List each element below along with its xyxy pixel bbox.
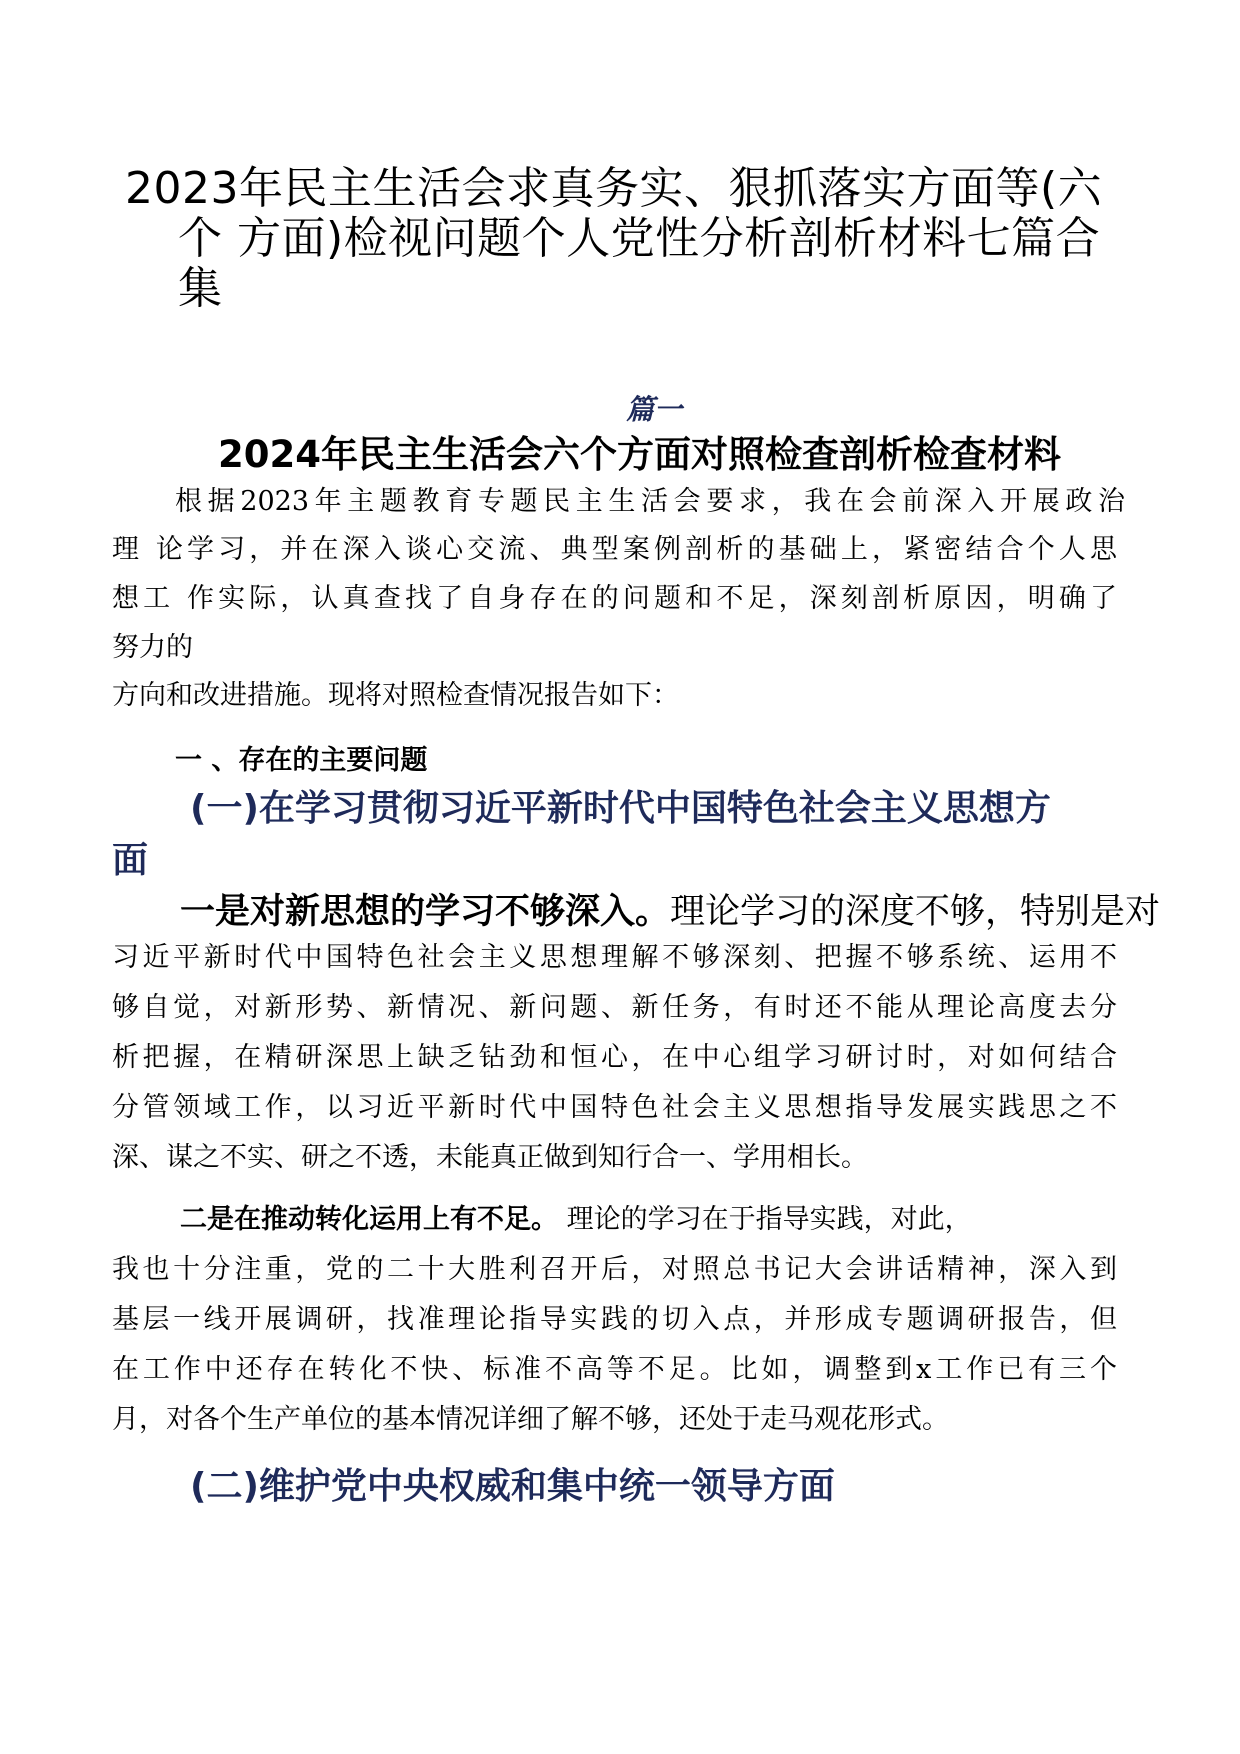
point-1-line-5: 分管领域工作，以习近平新时代中国特色社会主义思想指导发展实践思之不 (112, 1092, 1117, 1123)
point-2-line-5: 月，对各个生产单位的基本情况详细了解不够，还处于走马观花形式。 (112, 1404, 949, 1435)
intro-line-2: 理 论学习，并在深入谈心交流、典型案例剖析的基础上，紧密结合个人思 (112, 534, 1117, 565)
point-2-first-line (180, 1196, 972, 1244)
subheading-1-line-1: (一)在学习贯彻习近平新时代中国特色社会主义思想方 (190, 788, 1051, 829)
point-1-line-4: 析把握，在精研深思上缺乏钻劲和恒心，在中心组学习研讨时，对如何结合 (112, 1042, 1117, 1073)
intro-line-3: 想工 作实际，认真查找了自身存在的问题和不足，深刻剖析原因，明确了 (112, 583, 1117, 614)
main-problems-heading: 一 、存在的主要问题 (175, 745, 428, 776)
part-label: 篇一 (626, 393, 683, 426)
point-2-line-2: 我也十分注重，党的二十大胜利召开后，对照总书记大会讲话精神，深入到 (112, 1254, 1117, 1285)
document-title-line-2: 个 方面)检视问题个人党性分析剖析材料七篇合 (178, 213, 1101, 264)
point-2-first-line-rest: 理论的学习在于指导实践，对此， (558, 1204, 972, 1235)
point-1-first-line-rest: 理论学习的深度不够，特别是对 (670, 892, 1161, 932)
point-2-line-3: 基层一线开展调研，找准理论指导实践的切入点，并形成专题调研报告，但 (112, 1304, 1117, 1335)
point-2-lead: 二是在推动转化运用上有不足。 (180, 1204, 558, 1235)
intro-line-4: 努力的 (112, 632, 193, 663)
document-title-line-3: 集 (178, 263, 223, 314)
subheading-2: (二)维护党中央权威和集中统一领导方面 (190, 1466, 835, 1507)
point-1-line-3: 够自觉，对新形势、新情况、新问题、新任务，有时还不能从理论高度去分 (112, 992, 1117, 1023)
intro-line-1: 根据2023年主题教育专题民主生活会要求，我在会前深入开展政治 (175, 486, 1125, 517)
document-title-line-1: 2023年民主生活会求真务实、狠抓落实方面等(六 (125, 163, 1103, 214)
section-title: 2024年民主生活会六个方面对照检查剖析检查材料 (218, 433, 1061, 476)
point-1-first-line (180, 884, 1160, 934)
subheading-1-line-2: 面 (112, 840, 149, 881)
point-1-lead: 一是对新思想的学习不够深入。 (180, 891, 671, 932)
intro-line-5: 方向和改进措施。现将对照检查情况报告如下： (112, 680, 679, 711)
point-1-line-2: 习近平新时代中国特色社会主义思想理解不够深刻、把握不够系统、运用不 (112, 942, 1117, 973)
point-1-line-6: 深、谋之不实、研之不透，未能真正做到知行合一、学用相长。 (112, 1142, 868, 1173)
point-2-line-4: 在工作中还存在转化不快、标准不高等不足。比如，调整到x工作已有三个 (112, 1354, 1117, 1385)
